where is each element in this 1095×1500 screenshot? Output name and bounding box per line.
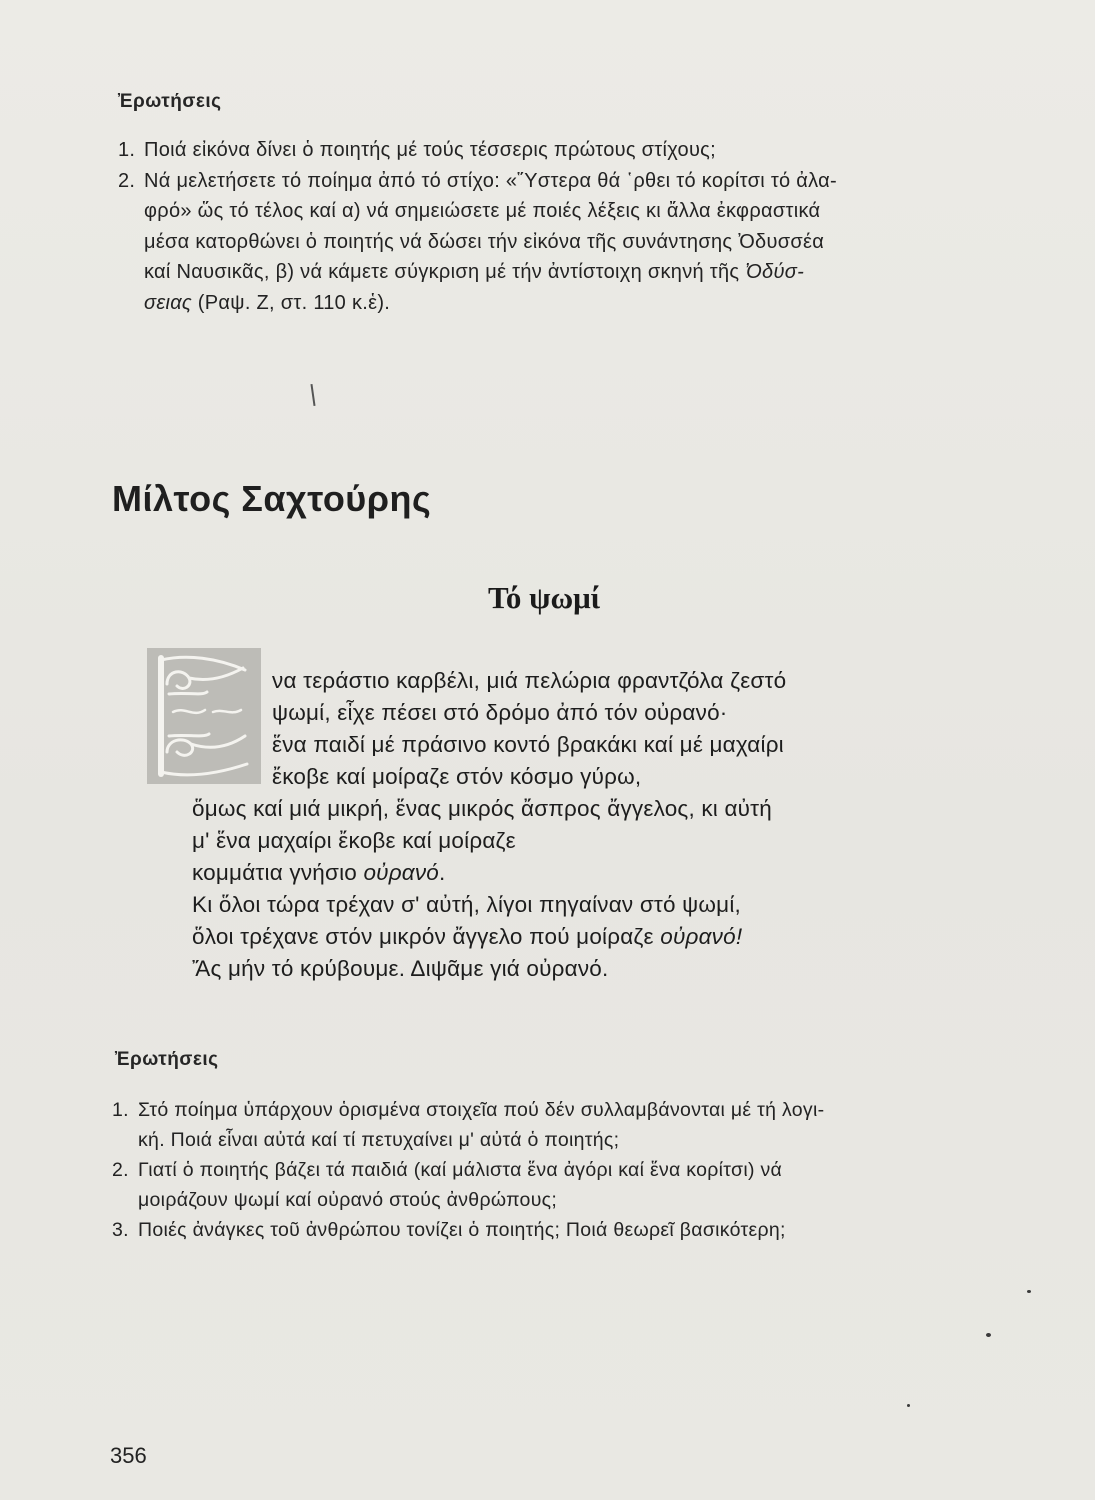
poem-line: ἔκοβε καί μοίραζε στόν κόσμο γύρω, bbox=[272, 764, 642, 789]
question-line: μέσα κατορθώνει ὁ ποιητής νά δώσει τήν εἰκόνα τῆς συνάντησης Ὀδυσσέα bbox=[144, 230, 825, 253]
poem-line: Ἄς μήν τό κρύβουμε. Διψᾶμε γιά οὐρανό. bbox=[192, 956, 609, 981]
poem-line: ἕνα παιδί μέ πράσινο κοντό βρακάκι καί μέ μαχαίρι bbox=[272, 732, 784, 757]
question-line: Νά μελετήσετε τό ποίημα ἀπό τό στίχο: «Ὕστερα θά ῾ρθει τό κορίτσι τό ἀλα- bbox=[144, 169, 837, 192]
poem-italic-word: οὐρανό! bbox=[660, 924, 743, 949]
poem-line: Κι ὅλοι τώρα τρέχαν σ' αὐτή, λίγοι πηγαίναν στό ψωμί, bbox=[192, 892, 741, 917]
question-number: 1. bbox=[118, 139, 136, 161]
question-line bbox=[144, 257, 1008, 288]
question-number: 2. bbox=[112, 1159, 129, 1181]
poem-line-text: κομμάτια γνήσιο bbox=[192, 860, 364, 885]
question-number: 3. bbox=[112, 1219, 129, 1241]
speck bbox=[907, 1404, 910, 1407]
page-number: 356 bbox=[110, 1443, 147, 1468]
question-line: Ποιές ἀνάγκες τοῦ ἀνθρώπου τονίζει ὁ ποιητής; Ποιά θεωρεῖ βασικότερη; bbox=[138, 1219, 786, 1241]
question-line: Στό ποίημα ὑπάρχουν ὁρισμένα στοιχεῖα πού δέν συλλαμβάνονται μέ τή λογι- bbox=[138, 1099, 825, 1121]
question-text bbox=[144, 135, 1008, 166]
poem-line-tail: . bbox=[439, 860, 446, 885]
poem-line: να τεράστιο καρβέλι, μιά πελώρια φραντζόλα ζεστό bbox=[272, 668, 787, 693]
questions-heading-top: Ἐρωτήσεις bbox=[118, 91, 222, 112]
poem-line bbox=[120, 857, 940, 889]
poem-line: ὅμως καί μιά μικρή, ἕνας μικρός ἄσπρος ἄγγελος, κι αὐτή bbox=[192, 796, 772, 821]
question-line bbox=[144, 288, 1008, 319]
question-line: Ποιά εἰκόνα δίνει ὁ ποιητής μέ τούς τέσσερις πρώτους στίχους; bbox=[144, 139, 716, 161]
question-text bbox=[138, 1095, 1002, 1155]
questions-list-top bbox=[118, 135, 1008, 318]
questions-heading-bottom: Ἐρωτήσεις bbox=[115, 1049, 219, 1070]
poem-line: ψωμί, εἶχε πέσει στό δρόμο ἀπό τόν οὐρανό· bbox=[272, 700, 728, 725]
italic-title: σειας bbox=[144, 291, 192, 314]
question-text bbox=[138, 1215, 1002, 1245]
speck bbox=[1027, 1290, 1031, 1293]
poem-italic-word: οὐρανό bbox=[363, 860, 440, 885]
question-item bbox=[118, 166, 1008, 319]
question-item bbox=[112, 1215, 1002, 1245]
question-number: 1. bbox=[112, 1099, 129, 1121]
italic-title: Ὀδύσ- bbox=[745, 261, 805, 283]
question-line-text: καί Ναυσικᾶς, β) νά κάμετε σύγκριση μέ τήν ἀντίστοιχη σκηνή τῆς bbox=[144, 261, 746, 283]
question-item bbox=[118, 135, 1008, 166]
question-line-text: (Ραψ. Ζ, στ. 110 κ.ἑ). bbox=[191, 291, 391, 314]
question-text bbox=[144, 166, 1008, 319]
question-number: 2. bbox=[118, 169, 136, 192]
poem-line: μ' ἕνα μαχαίρι ἔκοβε καί μοίραζε bbox=[192, 828, 516, 853]
poem-line-text: ὅλοι τρέχανε στόν μικρόν ἄγγελο πού μοίραζε bbox=[192, 924, 661, 949]
question-line: μοιράζουν ψωμί καί οὐρανό στούς ἀνθρώπους; bbox=[138, 1189, 558, 1211]
speck bbox=[986, 1333, 991, 1337]
pen-mark bbox=[310, 384, 315, 406]
question-line: φρό» ὥς τό τέλος καί α) νά σημειώσετε μέ ποιές λέξεις κι ἄλλα ἐκφραστικά bbox=[144, 200, 821, 222]
poem-title: Τό ψωμί bbox=[488, 580, 601, 615]
question-line: κή. Ποιά εἶναι αὐτά καί τί πετυχαίνει μ' αὐτά ὁ ποιητής; bbox=[138, 1129, 620, 1151]
question-line: Γιατί ὁ ποιητής βάζει τά παιδιά (καί μάλιστα ἕνα ἀγόρι καί ἕνα κορίτσι) νά bbox=[138, 1159, 783, 1181]
questions-list-bottom bbox=[112, 1095, 1002, 1245]
poem-body bbox=[120, 665, 940, 985]
poem-line bbox=[120, 921, 940, 953]
question-text bbox=[138, 1155, 1002, 1215]
question-item bbox=[112, 1095, 1002, 1155]
author-name: Μίλτος Σαχτούρης bbox=[112, 478, 432, 519]
question-item bbox=[112, 1155, 1002, 1215]
